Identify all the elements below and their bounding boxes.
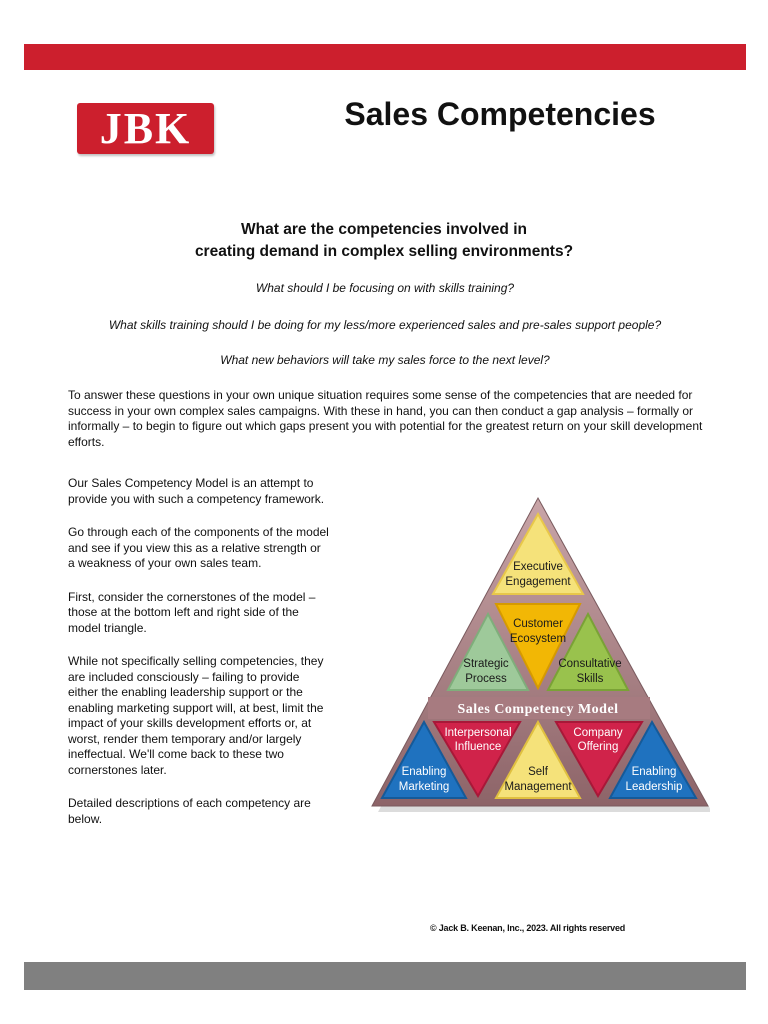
- logo-text: JBK: [99, 103, 192, 153]
- heading-line-1: What are the competencies involved in: [241, 221, 527, 238]
- bottom-gray-bar: [24, 962, 746, 990]
- model-band-label: Sales Competency Model: [457, 702, 619, 717]
- question-2: What skills training should I be doing for my less/more experienced sales and pre-sales support people?: [108, 318, 662, 332]
- strategic-label-1: Strategic: [463, 658, 509, 670]
- page-title: Sales Competencies: [344, 96, 656, 132]
- main-heading: [84, 219, 684, 263]
- customer-label-2: Ecosystem: [509, 633, 567, 645]
- interpersonal-label-1: Interpersonal: [444, 727, 512, 739]
- copyright-notice: © Jack B. Keenan, Inc., 2023. All rights reserved: [430, 923, 626, 933]
- top-red-bar: [24, 44, 746, 70]
- executive-label-2: Engagement: [505, 576, 571, 588]
- leadership-label-2: Leadership: [625, 781, 683, 793]
- consultative-label-2: Skills: [576, 673, 604, 685]
- interpersonal-label-2: Influence: [454, 741, 502, 753]
- paragraph-3: First, consider the cornerstones of the model – those at the bottom left and right side of the model triangle.: [68, 589, 316, 635]
- customer-label-1: Customer: [513, 618, 563, 630]
- company-label-1: Company: [573, 727, 623, 739]
- jbk-logo: [77, 103, 214, 154]
- paragraph-4: While not specifically selling competencies, they are included consciously – failing to provide either the enabling leadership support or the enabling marketing support will, at best, limit the impact of your skills development efforts or, at worst, render them temporary and/or largely ineffectual. We'll come back to these two cornerstones later.: [68, 654, 324, 777]
- paragraph-2: Go through each of the components of the model and see if you view this as a relative strength or a weakness of your own sales team.: [68, 525, 329, 570]
- question-1: What should I be focusing on with skills training?: [255, 281, 515, 295]
- leadership-label-1: Enabling: [631, 766, 677, 778]
- company-label-2: Offering: [577, 741, 619, 753]
- left-column: [68, 476, 330, 845]
- question-3: What new behaviors will take my sales force to the next level?: [220, 353, 550, 367]
- self-label-2: Management: [504, 781, 572, 793]
- strategic-label-2: Process: [465, 673, 507, 685]
- heading-line-2: creating demand in complex selling environments?: [194, 243, 574, 260]
- self-label-1: Self: [528, 766, 548, 778]
- marketing-label-2: Marketing: [398, 781, 450, 793]
- paragraph-1: Our Sales Competency Model is an attempt to provide you with such a competency framework.: [68, 476, 325, 506]
- marketing-label-1: Enabling: [401, 766, 447, 778]
- paragraph-5: Detailed descriptions of each competency are below.: [68, 796, 311, 826]
- sales-competency-model-diagram: [370, 490, 710, 814]
- executive-label-1: Executive: [513, 561, 563, 573]
- consultative-label-1: Consultative: [558, 658, 622, 670]
- intro-paragraph: To answer these questions in your own unique situation requires some sense of the competencies that are needed for success in your own complex sales campaigns. With these in hand, you can then conduct a gap analysis – formally or informally – to begin to figure out which gaps present you with potential for the greatest return on your skill development efforts.: [68, 388, 703, 449]
